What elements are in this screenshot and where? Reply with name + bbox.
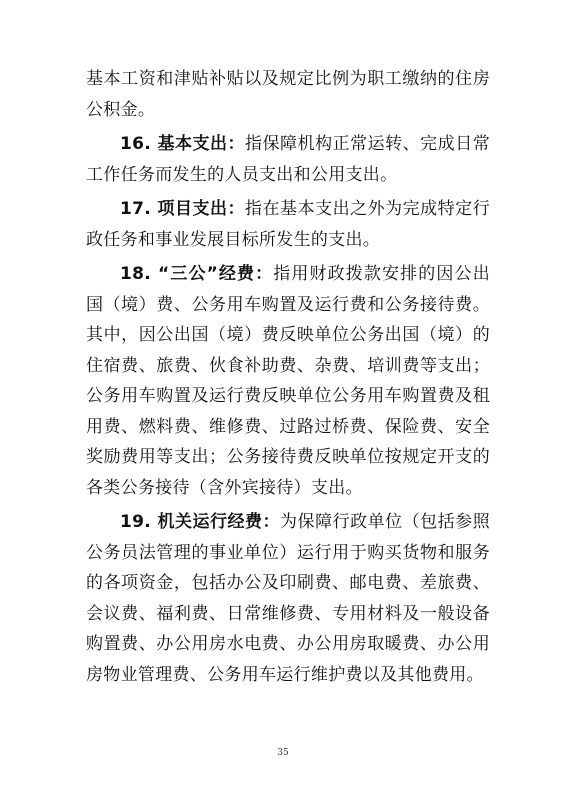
body-text xyxy=(86,64,490,690)
paragraph-body: 指在基本支出之外为完成特定行政任务和事业发展目标所发生的支出。 xyxy=(86,199,491,250)
term-heading: 16. 基本支出： xyxy=(120,134,246,154)
paragraph-body: 基本工资和津贴补贴以及规定比例为职工缴纳的住房公积金。 xyxy=(86,69,490,120)
paragraph-17 xyxy=(86,194,490,255)
paragraph-16 xyxy=(86,129,490,190)
paragraph-body: 指保障机构正常运转、完成日常工作任务而发生的人员支出和公用支出。 xyxy=(86,134,491,185)
term-heading: 19. 机关运行经费： xyxy=(120,512,281,532)
paragraph-18 xyxy=(86,259,490,503)
paragraph-continuation xyxy=(86,64,490,125)
paragraph-19 xyxy=(86,507,490,690)
term-heading: 17. 项目支出： xyxy=(120,199,246,219)
page-number: 35 xyxy=(277,748,289,758)
term-heading: 18. “三公”经费： xyxy=(120,264,274,284)
paragraph-body: 指用财政拨款安排的因公出国（境）费、公务用车购置及运行费和公务接待费。其中，因公出国（境）费反映单位公务出国（境）的住宿费、旅费、伙食补助费、杂费、培训费等支出；公务用车购置及运行费反映单位公务用车购置费及租用费、燃料费、维修费、过路过桥费、保险费、安全奖励费用等支出；公务接待费反映单位按规定开支的各类公务接待（含外宾接待）支出。 xyxy=(86,264,490,498)
paragraph-body: 为保障行政单位（包括参照公务员法管理的事业单位）运行用于购买货物和服务的各项资金，包括办公及印刷费、邮电费、差旅费、会议费、福利费、日常维修费、专用材料及一般设备购置费、办公用房水电费、办公用房取暖费、办公用房物业管理费、公务用车运行维护费以及其他费用。 xyxy=(86,512,490,685)
